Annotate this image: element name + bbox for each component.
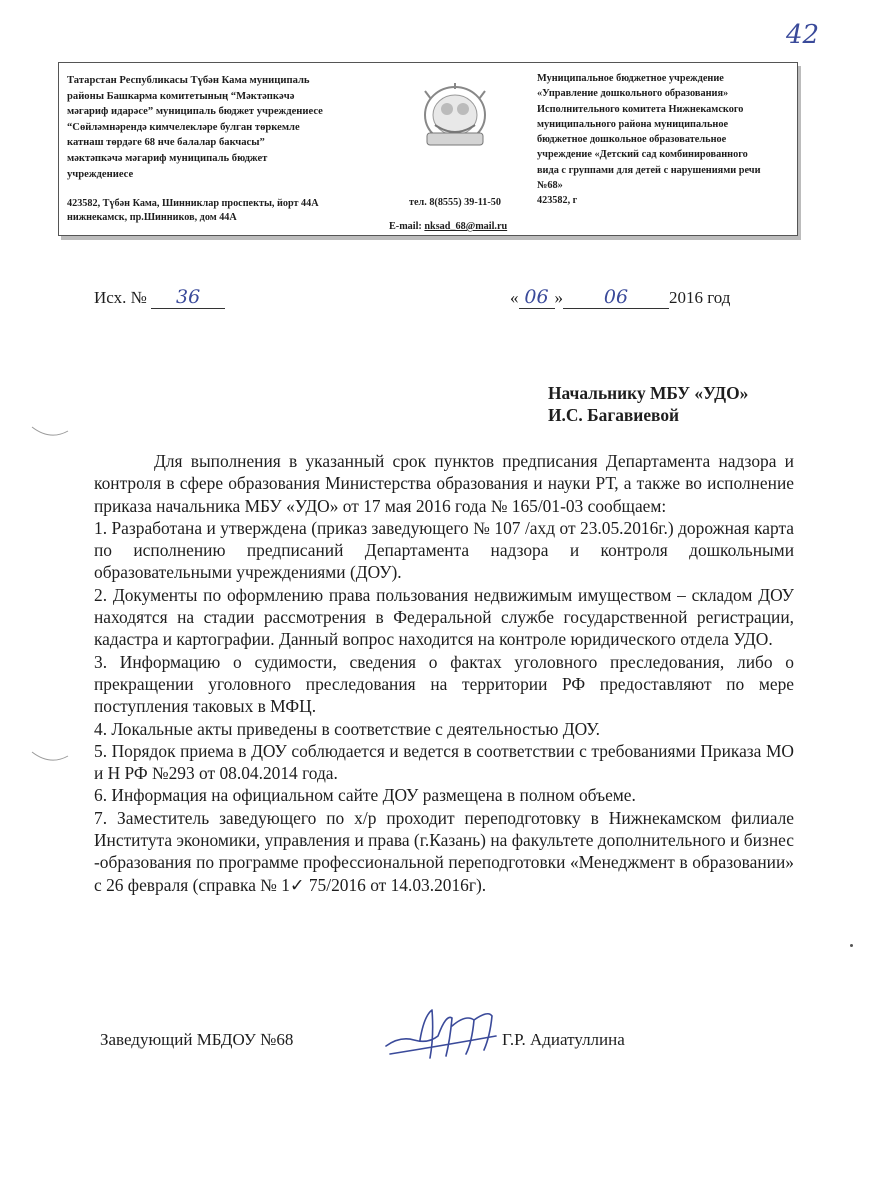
address-line: нижнекамск, пр.Шинников, дом 44А [67,212,237,223]
letter-body [94,450,794,896]
handwritten-signature-icon [380,1006,510,1068]
letterhead-right-line: бюджетное дошкольное образовательное [537,134,727,146]
letterhead-left-line: районы Башкарма комитетының “Мәктәпкәчә [67,90,295,102]
body-item: 5. Порядок приема в ДОУ соблюдается и ведется в соответствии с требованиями Приказа МО и Н РФ №293 от 08.04.2014 года. [94,740,794,784]
letterhead-left-line: “Сөйләмнәрендә кимчелекләре булган төркемле [67,121,300,133]
date-open-quote: « [510,288,519,307]
date-month: 06 [563,286,669,309]
body-item: 7. Заместитель заведующего по х/р проходит переподготовку в Нижнекамском филиале Института экономики, управления и права (г.Казань) на факультете дополнительного и бизнес -образования по программе профессиональной переподготовки «Менеджмент в образовании» с 26 февраля (справка № 1✓ 75/2016 от 14.03.2016г). [94,807,794,895]
letterhead-right-line: №68» [537,180,563,192]
body-item: 4. Локальные акты приведены в соответствие с деятельностью ДОУ. [94,718,600,739]
letterhead-right-block [537,71,789,193]
date-year: 2016 год [669,288,731,307]
body-item: 3. Информацию о судимости, сведения о фактах уголовного преследования, либо о прекращении уголовного преследования на территории РФ предоставляют по мере поступления таковых в МФЦ. [94,651,794,717]
letterhead [58,62,798,236]
letterhead-email [389,221,507,232]
letterhead-right-address: 423582, г [537,195,578,206]
outgoing-reference [94,286,225,309]
letterhead-left-line: мәгариф идарәсе” муниципаль бюджет учреждениесе [67,106,323,118]
signatory-name: Г.Р. Адиатуллина [502,1030,625,1049]
body-intro: Для выполнения в указанный срок пунктов предписания Департамента надзора и контроля в сфере образования Министерства образования и науки РТ, а также во исполнение приказа начальника МБУ «УДО» от 17 мая 2016 года № 165/01-03 сообщаем: [94,451,794,516]
handwritten-page-number: 42 [786,20,820,50]
addressee-position: Начальнику МБУ «УДО» [548,383,749,403]
letterhead-left-address [67,197,377,225]
reference-number: 36 [151,286,225,309]
reference-label: Исх. № [94,288,147,307]
letterhead-phone: тел. 8(8555) 39-11-50 [409,197,501,208]
body-item: 2. Документы по оформлению права пользования недвижимым имуществом – складом ДОУ находятся на стадии рассмотрения в Федеральной службе государственной регистрации, кадастра и картографии. Данный вопрос находится на контроле юридического отдела УДО. [94,584,794,650]
document-date [510,286,730,309]
letterhead-right-line: муниципального района муниципальное [537,118,729,130]
letterhead-left-line: мәктәпкәчә мәгариф муниципаль бюджет [67,152,268,164]
addressee [548,382,748,426]
email-link[interactable]: nksad_68@mail.ru [424,221,508,232]
address-line: 423582, Түбән Кама, Шинниклар проспекты, йорт 44А [67,198,319,209]
email-label: E-mail: [389,221,422,232]
letterhead-right-line: вида с группами для детей с нарушениями речи [537,164,761,176]
letterhead-right-line: Исполнительного комитета Нижнекамского [537,103,744,115]
letterhead-left-line: катнаш төрдәге 68 нче балалар бакчасы” [67,137,265,149]
body-item: 1. Разработана и утверждена (приказ заведующего № 107 /ахд от 23.05.2016г.) дорожная карта по исполнению предписаний Департамента надзора и контроля дошкольными образовательными учреждениями (ДОУ). [94,517,794,583]
letterhead-right-line: «Управление дошкольного образования» [537,88,729,100]
scan-speck [850,944,853,947]
letterhead-left-line: учреждениесе [67,168,134,180]
letterhead-right-line: Муниципальное бюджетное учреждение [537,73,724,84]
body-item: 6. Информация на официальном сайте ДОУ размещена в полном объеме. [94,785,636,806]
date-day: 06 [519,286,555,309]
letterhead-left-line: Татарстан Республикасы Түбән Кама муниципаль [67,75,310,86]
addressee-name: И.С. Багавиевой [548,405,680,425]
date-close-quote: » [554,288,563,307]
hole-punch-mark-icon [30,425,70,439]
letterhead-left-block [67,73,357,182]
letterhead-right-line: учреждение «Детский сад комбинированного [537,149,748,161]
kindergarten-logo-icon [405,79,505,159]
hole-punch-mark-icon [30,750,70,764]
signatory-title: Заведующий МБДОУ №68 [100,1030,294,1049]
